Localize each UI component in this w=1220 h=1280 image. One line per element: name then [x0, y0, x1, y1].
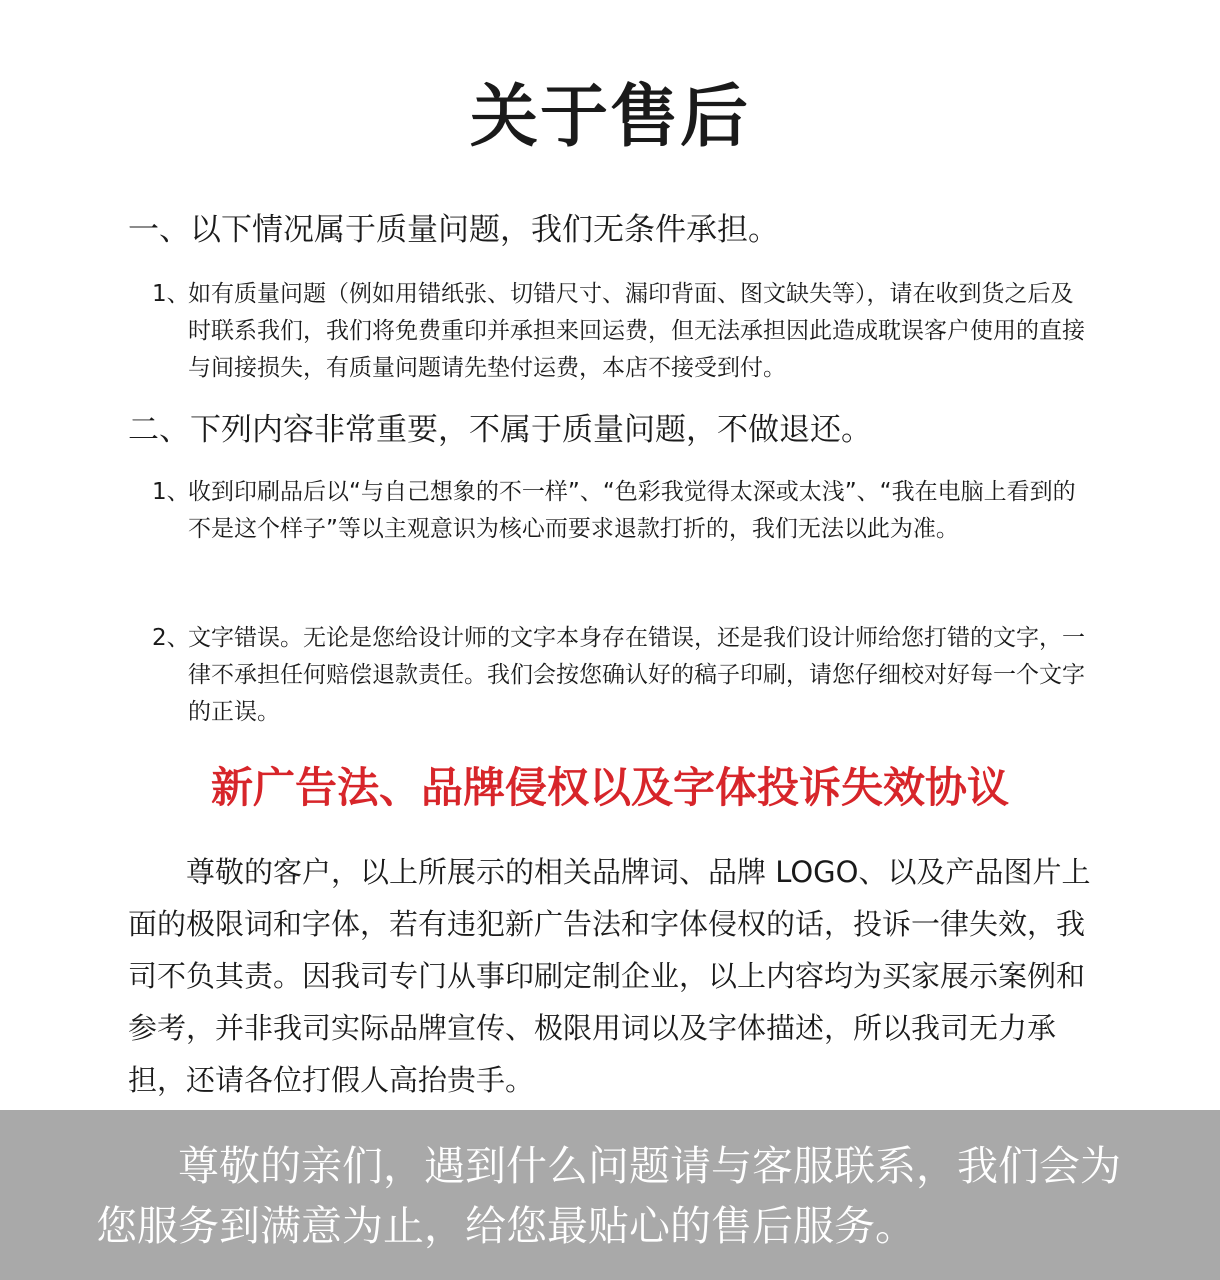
footer-text: 尊敬的亲们，遇到什么问题请与客服联系，我们会为您服务到满意为止，给您最贴心的售后服务。	[96, 1142, 1121, 1250]
section-1-item-1	[152, 276, 1092, 387]
item-number: 1、	[152, 479, 190, 505]
section-2-item-2	[152, 620, 1092, 731]
policy-text: 尊敬的客户，以上所展示的相关品牌词、品牌 LOGO、以及产品图片上面的极限词和字体，若有违犯新广告法和字体侵权的话，投诉一律失效，我司不负其责。因我司专门从事印刷定制企业，以上内容均为买家展示案例和参考，并非我司实际品牌宣传、极限用词以及字体描述，所以我司无力承担，还请各位打假人高抬贵手。	[128, 855, 1091, 1097]
item-text: 如有质量问题（例如用错纸张、切错尺寸、漏印背面、图文缺失等），请在收到货之后及时联系我们，我们将免费重印并承担来回运费，但无法承担因此造成耽误客户使用的直接与间接损失，有质量问题请先垫付运费，本店不接受到付。	[188, 281, 1085, 381]
item-text: 文字错误。无论是您给设计师的文字本身存在错误，还是我们设计师给您打错的文字，一律不承担任何赔偿退款责任。我们会按您确认好的稿子印刷，请您仔细校对好每一个文字的正误。	[188, 625, 1085, 725]
item-number: 2、	[152, 625, 190, 651]
section-2-item-1	[152, 474, 1092, 548]
section-1-heading: 一、以下情况属于质量问题，我们无条件承担。	[128, 212, 779, 248]
page-title: 关于售后	[469, 78, 750, 157]
item-number: 1、	[152, 281, 190, 307]
policy-heading: 新广告法、品牌侵权以及字体投诉失效协议	[210, 763, 1009, 812]
item-text: 收到印刷品后以“与自己想象的不一样”、“色彩我觉得太深或太浅”、“我在电脑上看到的不是这个样子”等以主观意识为核心而要求退款打折的，我们无法以此为准。	[188, 479, 1076, 542]
section-2-heading: 二、下列内容非常重要，不属于质量问题，不做退还。	[128, 412, 872, 448]
